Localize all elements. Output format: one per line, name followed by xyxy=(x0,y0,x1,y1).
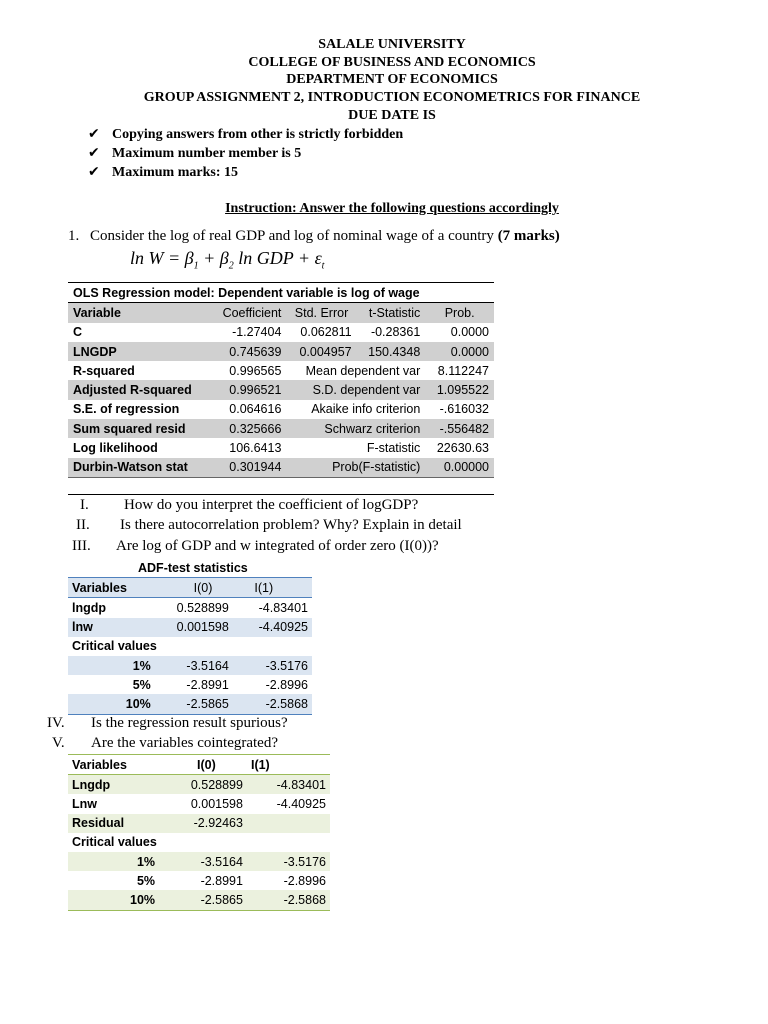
table-row: lnw 0.001598 -4.40925 xyxy=(68,618,312,637)
department-name: DEPARTMENT OF ECONOMICS xyxy=(286,72,498,87)
subquestion: V. Are the variables cointegrated? xyxy=(52,735,278,751)
adf-test-table xyxy=(68,558,312,715)
subquestion: IV. Is the regression result spurious? xyxy=(47,715,288,731)
table-row: Sum squared resid 0.325666 Schwarz criterion -.556482 xyxy=(68,419,494,438)
check-icon: ✔ xyxy=(88,126,100,142)
table-divider xyxy=(68,494,494,495)
table-row: Adjusted R-squared 0.996521 S.D. dependent var 1.095522 xyxy=(68,380,494,399)
question-number: 1. xyxy=(68,228,80,244)
table-row: Lngdp 0.528899 -4.83401 xyxy=(68,775,330,795)
rule-text: Maximum number member is 5 xyxy=(112,146,302,161)
table-row: Lnw 0.001598 -4.40925 xyxy=(72,796,326,811)
adf-table-title: ADF-test statistics xyxy=(138,560,248,575)
question-text: Consider the log of real GDP and log of nominal wage of a country xyxy=(90,228,498,244)
instruction: Instruction: Answer the following questions accordingly xyxy=(225,201,559,216)
university-name: SALALE UNIVERSITY xyxy=(318,37,466,52)
cointegration-table xyxy=(68,754,330,911)
table-row: LNGDP 0.745639 0.004957 150.4348 0.0000 xyxy=(68,342,494,361)
table-row: 10% -2.5865 -2.5868 xyxy=(68,694,312,714)
table-row: Log likelihood 106.6413 F-statistic 22630.63 xyxy=(73,441,489,456)
table-row: Durbin-Watson stat 0.301944 Prob(F-statistic) 0.00000 xyxy=(68,458,494,478)
table-header-row: Variable Coefficient Std. Error t-Statistic Prob. xyxy=(68,303,494,323)
table-row: Residual -2.92463 xyxy=(68,814,330,833)
rule-text: Copying answers from other is strictly forbidden xyxy=(112,127,404,142)
table-header-row: Variables I(0) I(1) xyxy=(68,755,330,775)
rule-text: Maximum marks: 15 xyxy=(112,165,238,180)
table-row: Critical values xyxy=(72,835,157,850)
ols-table-title: OLS Regression model: Dependent variable is log of wage xyxy=(68,283,494,303)
table-row: C -1.27404 0.062811 -0.28361 0.0000 xyxy=(73,325,489,340)
subquestion: III. Are log of GDP and w integrated of order zero (I(0))? xyxy=(72,538,439,554)
assignment-title: GROUP ASSIGNMENT 2, INTRODUCTION ECONOMETRICS FOR FINANCE xyxy=(143,90,641,105)
table-row: 5% -2.8991 -2.8996 xyxy=(132,677,308,692)
rule-item xyxy=(88,163,238,182)
question-1 xyxy=(68,228,560,245)
table-row: lngdp 0.528899 -4.83401 xyxy=(72,600,308,615)
table-header-row: Variables I(0) I(1) xyxy=(68,578,312,598)
regression-equation: $\ln W = \beta_1 + \beta_2$ ln GDP + $\varepsilon_t$ xyxy=(130,248,325,272)
table-row: 5% -2.8991 -2.8996 xyxy=(136,873,326,888)
table-row: S.E. of regression 0.064616 Akaike info criterion -.616032 xyxy=(73,402,489,417)
table-row: 1% -3.5164 -3.5176 xyxy=(68,656,312,675)
ols-regression-table xyxy=(68,282,494,478)
table-row: Critical values xyxy=(72,639,157,654)
college-name: COLLEGE OF BUSINESS AND ECONOMICS xyxy=(248,55,536,70)
check-icon: ✔ xyxy=(88,164,100,180)
subquestion: II. Is there autocorrelation problem? Why? Explain in detail xyxy=(76,517,462,533)
due-date: DUE DATE IS xyxy=(348,108,436,123)
question-marks: (7 marks) xyxy=(497,228,560,244)
rule-item xyxy=(88,144,301,163)
check-icon: ✔ xyxy=(88,145,100,161)
table-row: 1% -3.5164 -3.5176 xyxy=(68,852,330,871)
rule-item xyxy=(88,125,403,144)
subquestion: I. How do you interpret the coefficient of logGDP? xyxy=(80,497,419,513)
table-row: 10% -2.5865 -2.5868 xyxy=(68,890,330,910)
table-row: R-squared 0.996565 Mean dependent var 8.112247 xyxy=(73,363,489,378)
